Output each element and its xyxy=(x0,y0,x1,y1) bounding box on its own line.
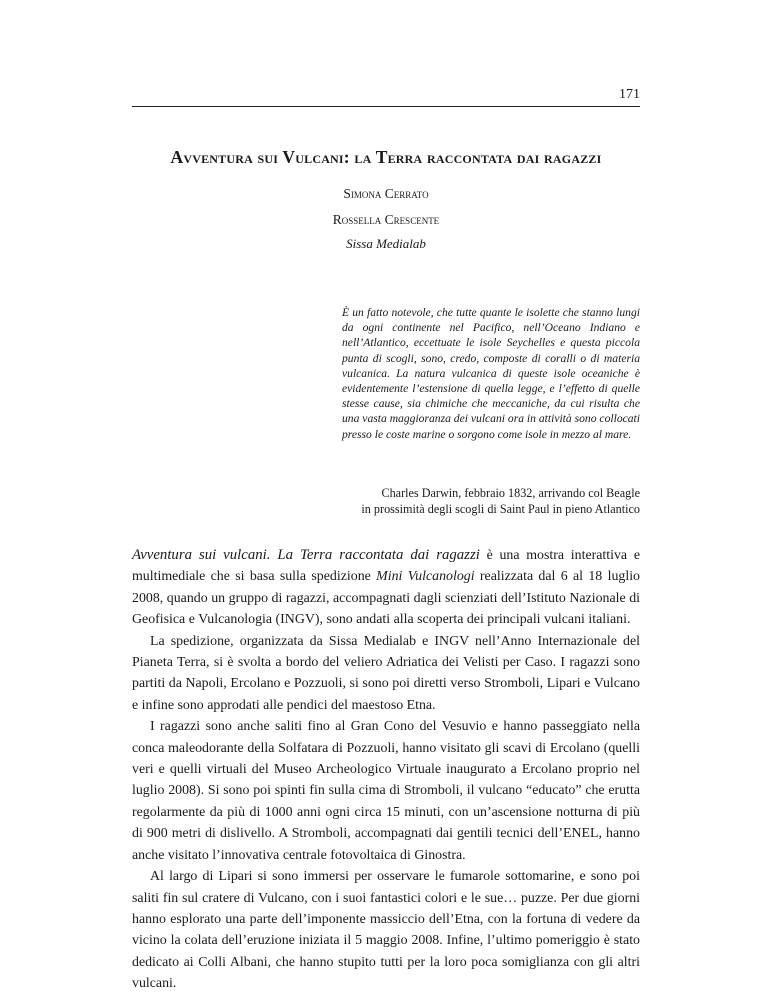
body-text: è una mostra interattiva e multimediale che si basa sulla spedizione xyxy=(132,548,641,585)
body-paragraph: La spedizione, organizzata da Sissa Medialab e INGV nell’Anno Internazionale del Pianeta Terra, si è svolta a bordo del veliero Adriatica dei Velisti per Caso. I ragazzi sono partiti da Napoli, Ercolano e Pozzuoli, si sono poi diretti verso Stromboli, Lipari e Vulcano e infine sono approdati alle pendici del maestoso Etna. xyxy=(132,633,640,713)
exhibition-title: Avventura sui vulcani. La Terra raccontata dai ragazzi xyxy=(132,547,480,563)
header-rule xyxy=(132,106,640,107)
author-name: Rossella Crescente xyxy=(332,212,440,227)
author-name: Simona Cerrato xyxy=(343,186,429,201)
body-text: realizzata dal 6 al 18 luglio 2008, quando un gruppo di ragazzi, accompagnati dagli scienziati dell’Istituto Nazionale di Geofisica e Vulcanologia (INGV), sono andati alla scoperta dei principali vulcani italiani. xyxy=(132,569,640,628)
article-title: Avventura sui Vulcani: la Terra raccontata dai ragazzi xyxy=(170,147,602,167)
expedition-name: Mini Vulcanologi xyxy=(376,569,475,585)
body-paragraph xyxy=(132,545,640,631)
epigraph-quote: È un fatto notevole, che tutte quante le isolette che stanno lungi da ogni continente nel Pacifico, nell’Oceano Indiano e nell’Atlantico, eccettuate le isole Seychelles e questa piccola punta di scogli, sono, credo, composte di coralli o di materia vulcanica. La natura vulcanica di queste isole oceaniche è evidentemente l’estensione di quella legge, e l’effetto di quelle stesse cause, sia chimiche che meccaniche, da cui risulta che una vasta maggioranza dei vulcani ora in attività sono collocati presso le coste marine o sorgono come isole in mezzo al mare. xyxy=(342,306,640,441)
body-paragraph: I ragazzi sono anche saliti fino al Gran Cono del Vesuvio e hanno passeggiato nella conca maleodorante della Solfatara di Pozzuoli, hanno visitato gli scavi di Ercolano (quelli veri e quelli virtuali del Museo Archeologico Virtuale inaugurato a Ercolano proprio nel luglio 2008). Si sono poi spinti fin sulla cima di Stromboli, il vulcano “educato” che erutta regolarmente da più di 1000 anni ogni circa 15 minuti, con un’ascensione notturna di più di 900 metri di dislivello. A Stromboli, accompagnati dai gentili tecnici dell’ENEL, hanno anche visitato l’innovativa centrale fotovoltaica di Ginostra. xyxy=(132,719,640,863)
body-paragraph: Al largo di Lipari si sono immersi per osservare le fumarole sottomarine, e sono poi saliti fin sul cratere di Vulcano, con i suoi fantastici colori e le sue… puzze. Per due giorni hanno esplorato una parte dell’imponente massiccio dell’Etna, con la fortuna di vedere da vicino la colata dell’eruzione iniziata il 5 maggio 2008. Infine, l’ultimo pomeriggio è stato dedicato ai Colli Albani, che hanno stupito tutti per la loro poca somiglianza con gli altri vulcani. xyxy=(132,869,640,992)
epigraph-attribution-line: in prossimità degli scogli di Saint Paul in pieno Atlantico xyxy=(361,502,640,516)
epigraph-attribution-line: Charles Darwin, febbraio 1832, arrivando col Beagle xyxy=(381,486,640,500)
epigraph-attribution xyxy=(300,485,640,517)
article-body xyxy=(132,545,640,995)
page-number: 171 xyxy=(619,87,640,102)
author-affiliation: Sissa Medialab xyxy=(346,236,426,251)
